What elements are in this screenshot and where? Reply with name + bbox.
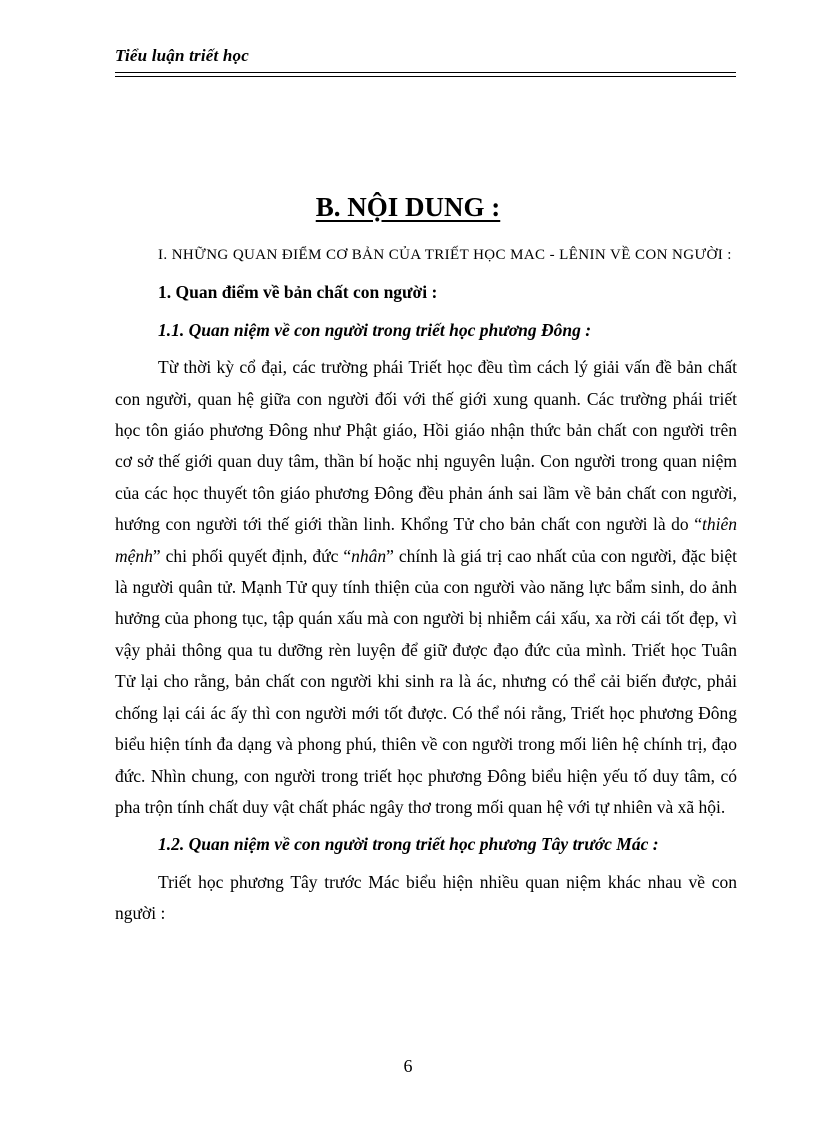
paragraph-eastern-philosophy xyxy=(115,352,737,823)
running-header: Tiểu luận triết học xyxy=(115,46,249,65)
paragraph-text: ” chính là giá trị cao nhất của con người, đặc biệt là người quân tử. Mạnh Tử quy tính thiện của con người vào năng lực bẩm sinh, do ảnh hưởng của phong tục, tập quán xấu mà con người bị nhiễm cái xấu, xa rời cái tốt đẹp, vì vậy phải thông qua tu dưỡng rèn luyện để giữ được đạo đức của mình. Triết học Tuân Tử lại cho rằng, bản chất con người khi sinh ra là ác, nhưng có thể cải biến được, phải chống lại cái ác ấy thì con người mới tốt được. Có thể nói rằng, Triết học phương Đông biểu hiện tính đa dạng và phong phú, thiên về con người trong mối liên hệ chính trị, đạo đức. Nhìn chung, con người trong triết học phương Đông biểu hiện yếu tố duy tâm, có pha trộn tính chất duy vật chất phác ngây thơ trong mối quan hệ với tự nhiên và xã hội. xyxy=(115,545,737,817)
subsubsection-heading-western: 1.2. Quan niệm về con người trong triết học phương Tây trước Mác : xyxy=(158,834,659,855)
section-heading: I. NHỮNG QUAN ĐIỂM CƠ BẢN CỦA TRIẾT HỌC MAC - LÊNIN VỀ CON NGƯỜI : xyxy=(158,247,732,263)
paragraph-western-philosophy: Triết học phương Tây trước Mác biểu hiện nhiều quan niệm khác nhau về con người : xyxy=(115,871,737,924)
document-body xyxy=(115,240,737,930)
subsection-heading: 1. Quan điểm về bản chất con người : xyxy=(158,282,438,303)
page-title: B. NỘI DUNG : xyxy=(315,192,501,222)
paragraph-text: Từ thời kỳ cổ đại, các trường phái Triết học đều tìm cách lý giải vấn đề bản chất con người, quan hệ giữa con người đối với thế giới xung quanh. Các trường phái triết học tôn giáo phương Đông như Phật giáo, Hồi giáo nhận thức bản chất con người trên cơ sở thế giới quan duy tâm, thần bí hoặc nhị nguyên luận. Con người trong quan niệm của các học thuyết tôn giáo phương Đông đều phản ánh sai lầm về bản chất con người, hướng con người tới thế giới thần linh. Khổng Tử cho bản chất con người là do “ xyxy=(115,357,737,535)
subsubsection-heading-eastern: 1.1. Quan niệm về con người trong triết học phương Đông : xyxy=(158,319,592,340)
emphasis-nhan: nhân xyxy=(351,545,387,566)
emphasis-thien-menh: thiên mệnh xyxy=(115,514,737,566)
page-number: 6 xyxy=(403,1056,413,1076)
header-rule-bottom xyxy=(115,76,736,77)
paragraph-text: ” chi phối quyết định, đức “ xyxy=(152,545,352,566)
header-rule-top xyxy=(115,72,736,73)
